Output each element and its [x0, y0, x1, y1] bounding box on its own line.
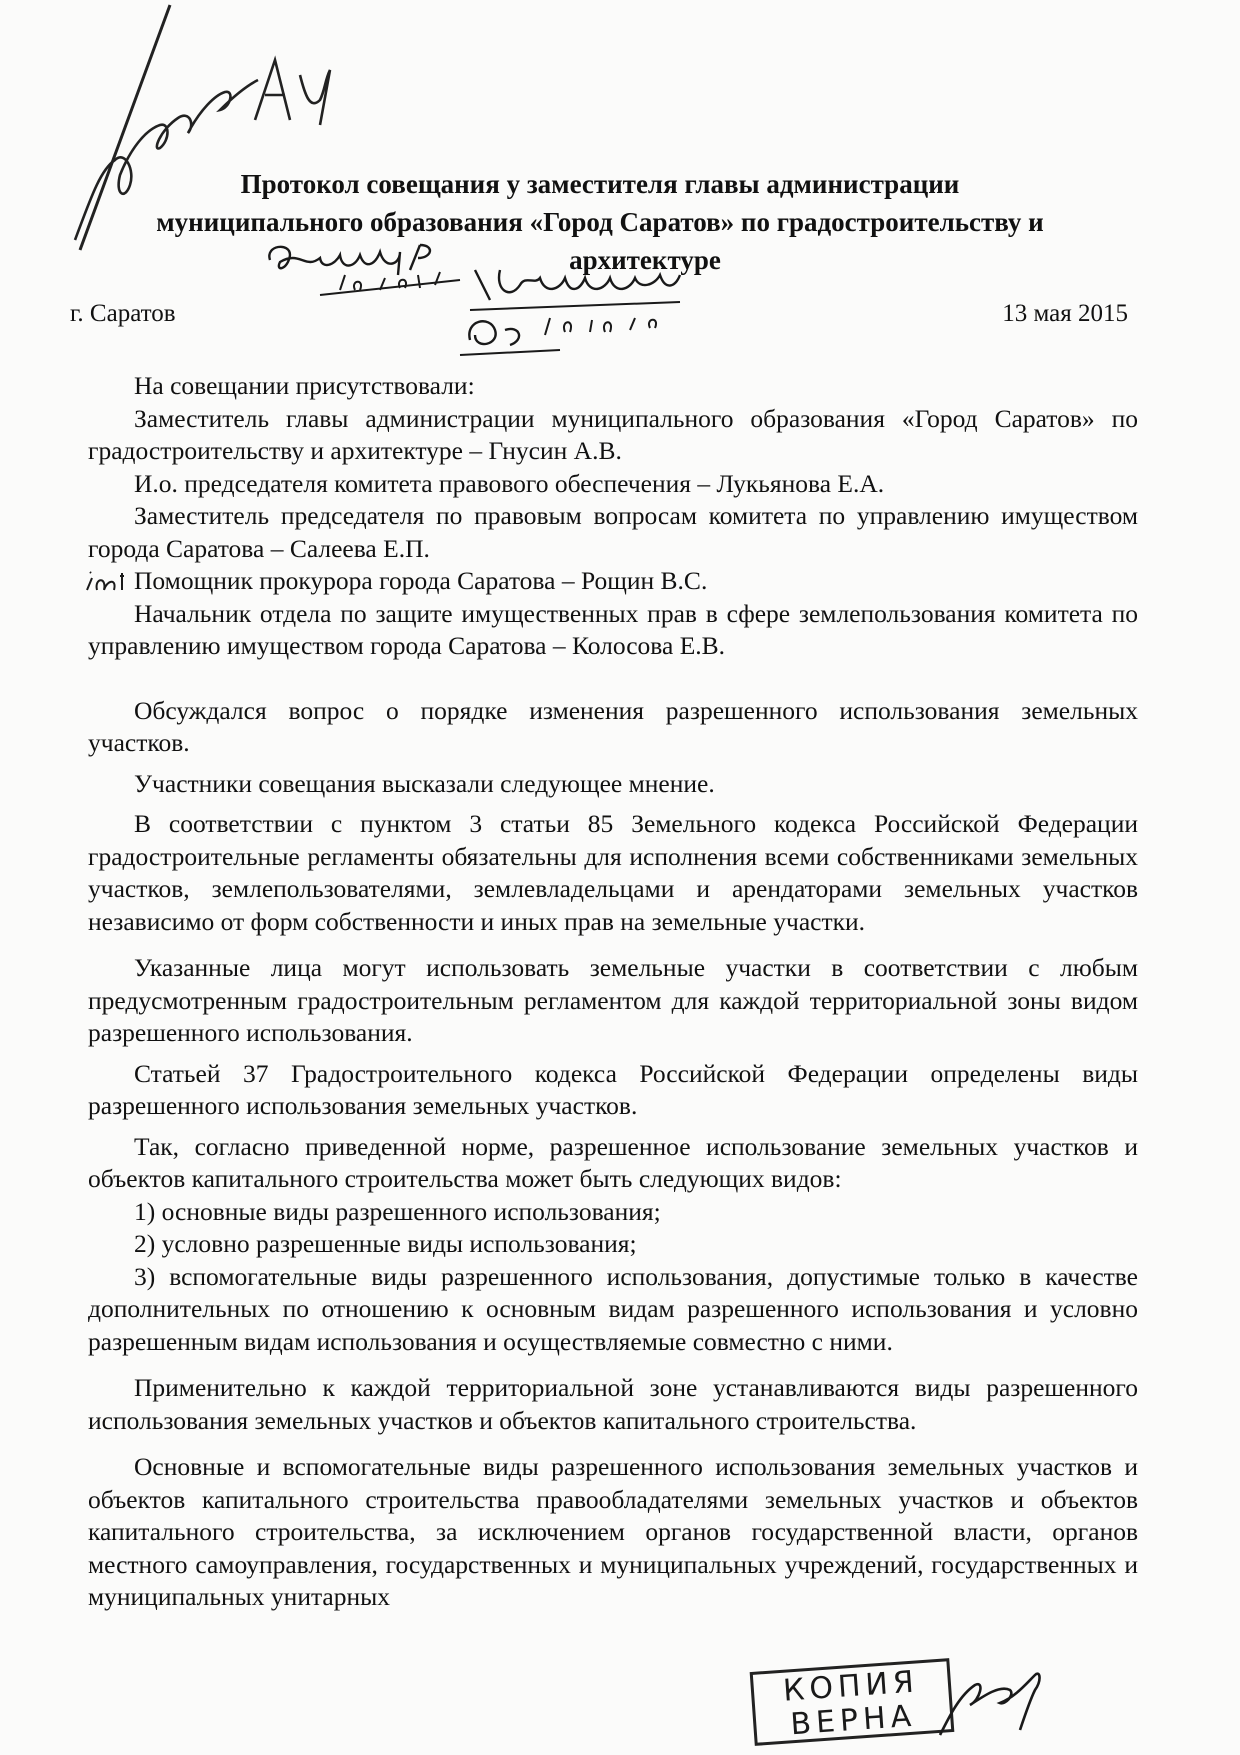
discussion-paragraph: Указанные лица могут использовать земельные участки в соответствии с любым предусмотренным градостроительным регламентом для каждой территориальной зоны видом разрешенного использования. [88, 953, 1138, 1047]
discussion-paragraph: Применительно к каждой территориальной зоне устанавливаются виды разрешенного использования земельных участков и объектов капитального строительства. [88, 1373, 1138, 1435]
title-line-1: Протокол совещания у заместителя главы администрации [240, 169, 960, 199]
title-line-2: муниципального образования «Город Саратов» по градостроительству и [156, 207, 1044, 237]
document-city: г. Саратов [70, 300, 176, 327]
document-date: 13 мая 2015 [1002, 300, 1128, 327]
discussion-paragraph: Основные и вспомогательные виды разрешенного использования земельных участков и объектов капитального строительства правообладателями земельных участков и объектов капитального строительства, за исключением органов государственной власти, органов местного самоуправления, государственных и муниципальных учреждений, государственных и муниципальных унитарных [88, 1452, 1138, 1611]
attendee-item: Заместитель председателя по правовым вопросам комитета по управлению имуществом города Саратова – Салеева Е.П. [88, 501, 1138, 563]
document-body [88, 370, 1138, 1614]
list-item: 1) основные виды разрешенного использования; [134, 1196, 661, 1226]
attendee-item: И.о. председателя комитета правового обеспечения – Лукьянова Е.А. [134, 468, 885, 498]
discussion-paragraph: Участники совещания высказали следующее мнение. [134, 768, 715, 798]
attendee-item: Помощник прокурора города Саратова – Рощин В.С. [134, 566, 708, 595]
stamp-line-2: ВЕРНА [789, 1698, 918, 1743]
document-title [100, 165, 1100, 279]
discussion-paragraph: Так, согласно приведенной норме, разрешенное использование земельных участков и объектов капитального строительства может быть следующих видов: [88, 1131, 1138, 1193]
list-item: 2) условно разрешенные виды использования; [134, 1229, 637, 1258]
discussion-paragraph: Статьей 37 Градостроительного кодекса Российской Федерации определены виды разрешенного использования земельных участков. [88, 1058, 1138, 1120]
title-line-3: архитектуре [569, 245, 721, 275]
attendees-intro: На совещании присутствовали: [134, 371, 475, 400]
attendee-item: Заместитель главы администрации муниципального образования «Город Саратов» по градостроительству и архитектуре – Гнусин А.В. [88, 403, 1138, 465]
stamp-line-1: КОПИЯ [781, 1664, 920, 1709]
attendee-item: Начальник отдела по защите имущественных прав в сфере землепользования комитета по управлению имуществом города Саратова – Колосова Е.В. [88, 598, 1138, 660]
discussion-paragraph: Обсуждался вопрос о порядке изменения разрешенного использования земельных участков. [88, 695, 1138, 757]
copy-certified-stamp [750, 1658, 955, 1746]
list-item: 3) вспомогательные виды разрешенного использования, допустимые только в качестве дополнительных по отношению к основным видам разрешенного использования и условно разрешенным видам использования и осуществляемые совместно с ними. [88, 1261, 1138, 1356]
discussion-paragraph: В соответствии с пунктом 3 статьи 85 Земельного кодекса Российской Федерации градостроительные регламенты обязательны для исполнения всеми собственниками земельных участков, землепользователями, землевладельцами и арендаторами земельных участков независимо от форм собственности и иных прав на земельные участки. [88, 809, 1138, 936]
